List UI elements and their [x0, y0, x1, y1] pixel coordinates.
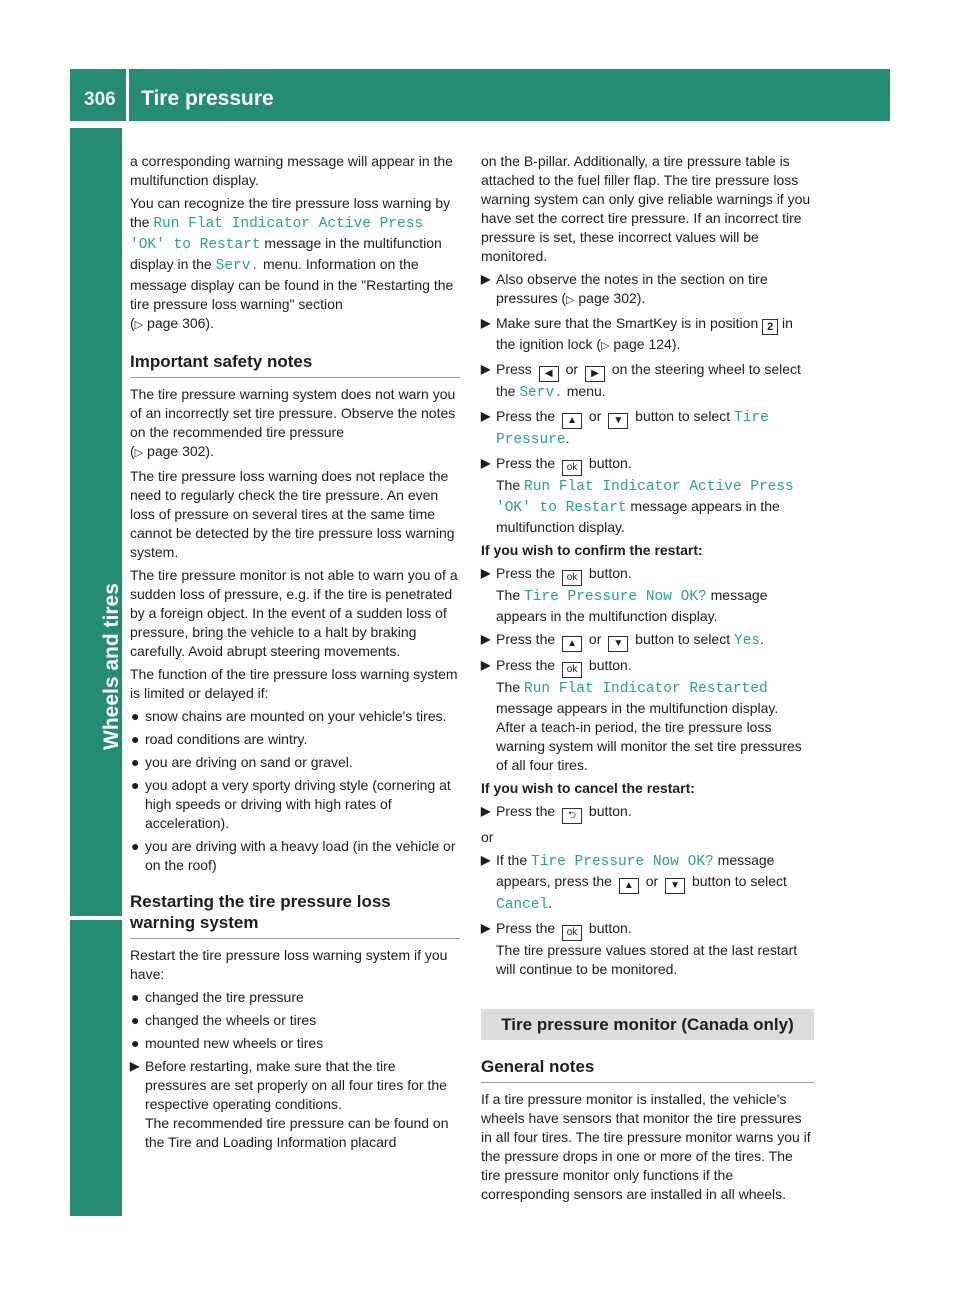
ok-key-icon: ok	[562, 570, 582, 586]
page-number: 306	[84, 89, 116, 110]
instruction-step: ▶ Press the ok button. The Run Flat Indicator Restarted message appears in the multifunction display. After a teach-in period, the tire pressure loss warning system will monitor the set tire pressures of all four tires.	[481, 657, 802, 773]
step-arrow-icon: ▶	[481, 566, 491, 580]
list-item: ● changed the wheels or tires	[131, 1012, 317, 1028]
subheading: If you wish to cancel the restart:	[481, 780, 695, 796]
paragraph: or	[481, 829, 494, 845]
display-menu: Serv.	[519, 385, 563, 401]
instruction-step: ▶ Press the ▲ or ▼ button to select Tire Pressure.	[481, 408, 769, 448]
step-arrow-icon: ▶	[481, 362, 491, 376]
right-key-icon: ▶	[585, 366, 605, 382]
page-ref-icon: ▷	[601, 340, 610, 352]
up-key-icon: ▲	[619, 878, 639, 894]
instruction-step: ▶ Make sure that the SmartKey is in position 2 in the ignition lock (▷ page 124).	[481, 315, 793, 352]
instruction-step: ▶ Press the ▲ or ▼ button to select Yes.	[481, 630, 814, 652]
paragraph: The tire pressure monitor is not able to warn you of a sudden loss of pressure, e.g. if the tire is penetrated by a foreign object. In the event of a sudden loss of pressure, bring the vehicle to a halt by braking carefully. Avoid abrupt steering movements.	[130, 567, 458, 659]
step-arrow-icon: ▶	[130, 1059, 140, 1073]
page-ref-icon: ▷	[134, 447, 144, 459]
list-item: ● road conditions are wintry.	[131, 731, 308, 747]
step-arrow-icon: ▶	[481, 853, 491, 867]
display-option: Yes	[734, 633, 761, 649]
step-arrow-icon: ▶	[481, 409, 491, 423]
left-column	[130, 152, 460, 1156]
step-arrow-icon: ▶	[481, 456, 491, 470]
left-key-icon: ◀	[539, 366, 559, 382]
page-ref-icon: ▷	[566, 294, 575, 306]
page-title: Tire pressure	[141, 87, 274, 110]
header-divider	[126, 69, 129, 121]
list-item: ● you are driving with a heavy load (in the vehicle or on the roof)	[131, 838, 456, 873]
section-banner: Tire pressure monitor (Canada only)	[481, 1009, 814, 1040]
step-arrow-icon: ▶	[481, 272, 491, 286]
list-item: ● you adopt a very sporty driving style (cornering at high speeds or driving with high rates of acceleration).	[131, 777, 451, 831]
side-tab-block	[70, 920, 122, 1216]
display-menu: Serv.	[215, 258, 260, 274]
instruction-step: ▶ Press the ok button. The Run Flat Indicator Active Press 'OK' to Restart message appears in the multifunction display.	[481, 455, 794, 535]
display-message: Tire Pressure Now OK?	[524, 589, 707, 605]
page-ref[interactable]: page 124).	[613, 336, 681, 352]
list-item: ● mounted new wheels or tires	[131, 1035, 324, 1051]
page-ref-icon: ▷	[134, 319, 144, 331]
ignition-position-icon: 2	[762, 319, 778, 335]
paragraph: If a tire pressure monitor is installed, the vehicle's wheels have sensors that monitor the tire pressures in all four tires. The tire pressure monitor warns you if the pressure drops in one or more of the tires. The tire pressure monitor only functions if the corresponding sensors are installed in all wheels.	[481, 1091, 811, 1202]
instruction-step: ▶ Also observe the notes in the section on tire pressures (▷ page 302).	[481, 271, 768, 306]
display-menu: Tire Pressure	[496, 410, 769, 448]
ok-key-icon: ok	[562, 662, 582, 678]
ok-key-icon: ok	[562, 460, 582, 476]
paragraph: The function of the tire pressure loss warning system is limited or delayed if:	[130, 666, 458, 701]
bullet-icon: ●	[131, 838, 140, 854]
down-key-icon: ▼	[665, 878, 685, 894]
list-item: ● you are driving on sand or gravel.	[131, 754, 353, 770]
instruction-step: ▶ If the Tire Pressure Now OK? message appears, press the ▲ or ▼ button to select Cancel.	[481, 852, 787, 913]
up-key-icon: ▲	[562, 636, 582, 652]
bullet-icon: ●	[131, 989, 140, 1005]
bullet-icon: ●	[131, 754, 140, 770]
display-message: Run Flat Indicator Active Press 'OK' to Restart	[496, 479, 794, 516]
instruction-step: ▶ Before restarting, make sure that the tire pressures are set properly on all four tires for the respective operating conditions. The recommended tire pressure can be found on the Tire and Loading Information placard	[130, 1058, 449, 1150]
display-message: Run Flat Indicator Restarted	[524, 681, 768, 697]
bullet-icon: ●	[131, 1012, 140, 1028]
page-ref[interactable]: page 302).	[578, 290, 646, 306]
section-heading: Restarting the tire pressure loss warning system	[130, 891, 460, 939]
side-tab-label: Wheels and tires	[100, 583, 123, 750]
step-arrow-icon: ▶	[481, 658, 491, 672]
side-tab	[70, 128, 122, 916]
display-message: Tire Pressure Now OK?	[531, 854, 714, 870]
bullet-icon: ●	[131, 708, 140, 724]
page-ref[interactable]: page 306).	[147, 315, 214, 331]
section-heading: General notes	[481, 1056, 814, 1083]
back-key-icon: ⮌	[562, 808, 582, 824]
instruction-step: ▶ Press the ok button. The tire pressure values stored at the last restart will continue to be monitored.	[481, 920, 798, 977]
down-key-icon: ▼	[608, 636, 628, 652]
ok-key-icon: ok	[562, 925, 582, 941]
paragraph: a corresponding warning message will appear in the multifunction display.	[130, 153, 453, 188]
paragraph: on the B-pillar. Additionally, a tire pressure table is attached to the fuel filler flap. The tire pressure loss warning system can only give reliable warnings if you have set the correct tire pressure. If an incorrect tire pressure is set, these incorrect values will be monitored.	[481, 153, 811, 264]
page-ref[interactable]: page 302).	[147, 443, 214, 459]
bullet-icon: ●	[131, 731, 140, 747]
step-arrow-icon: ▶	[481, 316, 491, 330]
down-key-icon: ▼	[608, 413, 628, 429]
up-key-icon: ▲	[562, 413, 582, 429]
list-item: ● snow chains are mounted on your vehicle's tires.	[131, 708, 447, 724]
display-message: Run Flat Indicator Active Press 'OK' to Restart	[130, 216, 424, 253]
section-heading: Important safety notes	[130, 351, 460, 378]
step-arrow-icon: ▶	[481, 632, 491, 646]
instruction-step: ▶ Press ◀ or ▶ on the steering wheel to select the Serv. menu.	[481, 361, 801, 401]
instruction-step: ▶ Press the ok button. The Tire Pressure Now OK? message appears in the multifunction display.	[481, 565, 768, 624]
paragraph: Restart the tire pressure loss warning system if you have:	[130, 947, 448, 982]
list-item: ● changed the tire pressure	[131, 989, 304, 1005]
paragraph: You can recognize the tire pressure loss warning by the Run Flat Indicator Active Press 'OK' to Restart message in the multifunction display in the Serv. menu. Information on the message display can be found in the "Restarting the tire pressure loss warning" section (▷ page 306).	[130, 195, 454, 331]
right-column	[481, 152, 814, 1208]
instruction-step: ▶ Press the ⮌ button.	[481, 802, 814, 824]
subheading: If you wish to confirm the restart:	[481, 542, 703, 558]
paragraph: The tire pressure warning system does not warn you of an incorrectly set tire pressure. Observe the notes on the recommended tire pressure (▷ page 302).	[130, 386, 456, 459]
display-option: Cancel	[496, 897, 549, 913]
step-arrow-icon: ▶	[481, 804, 491, 818]
step-arrow-icon: ▶	[481, 921, 491, 935]
paragraph: The tire pressure loss warning does not replace the need to regularly check the tire pressure. An even loss of pressure on several tires at the same time cannot be detected by the tire pressure loss warning system.	[130, 468, 455, 560]
bullet-icon: ●	[131, 1035, 140, 1051]
bullet-icon: ●	[131, 777, 140, 793]
